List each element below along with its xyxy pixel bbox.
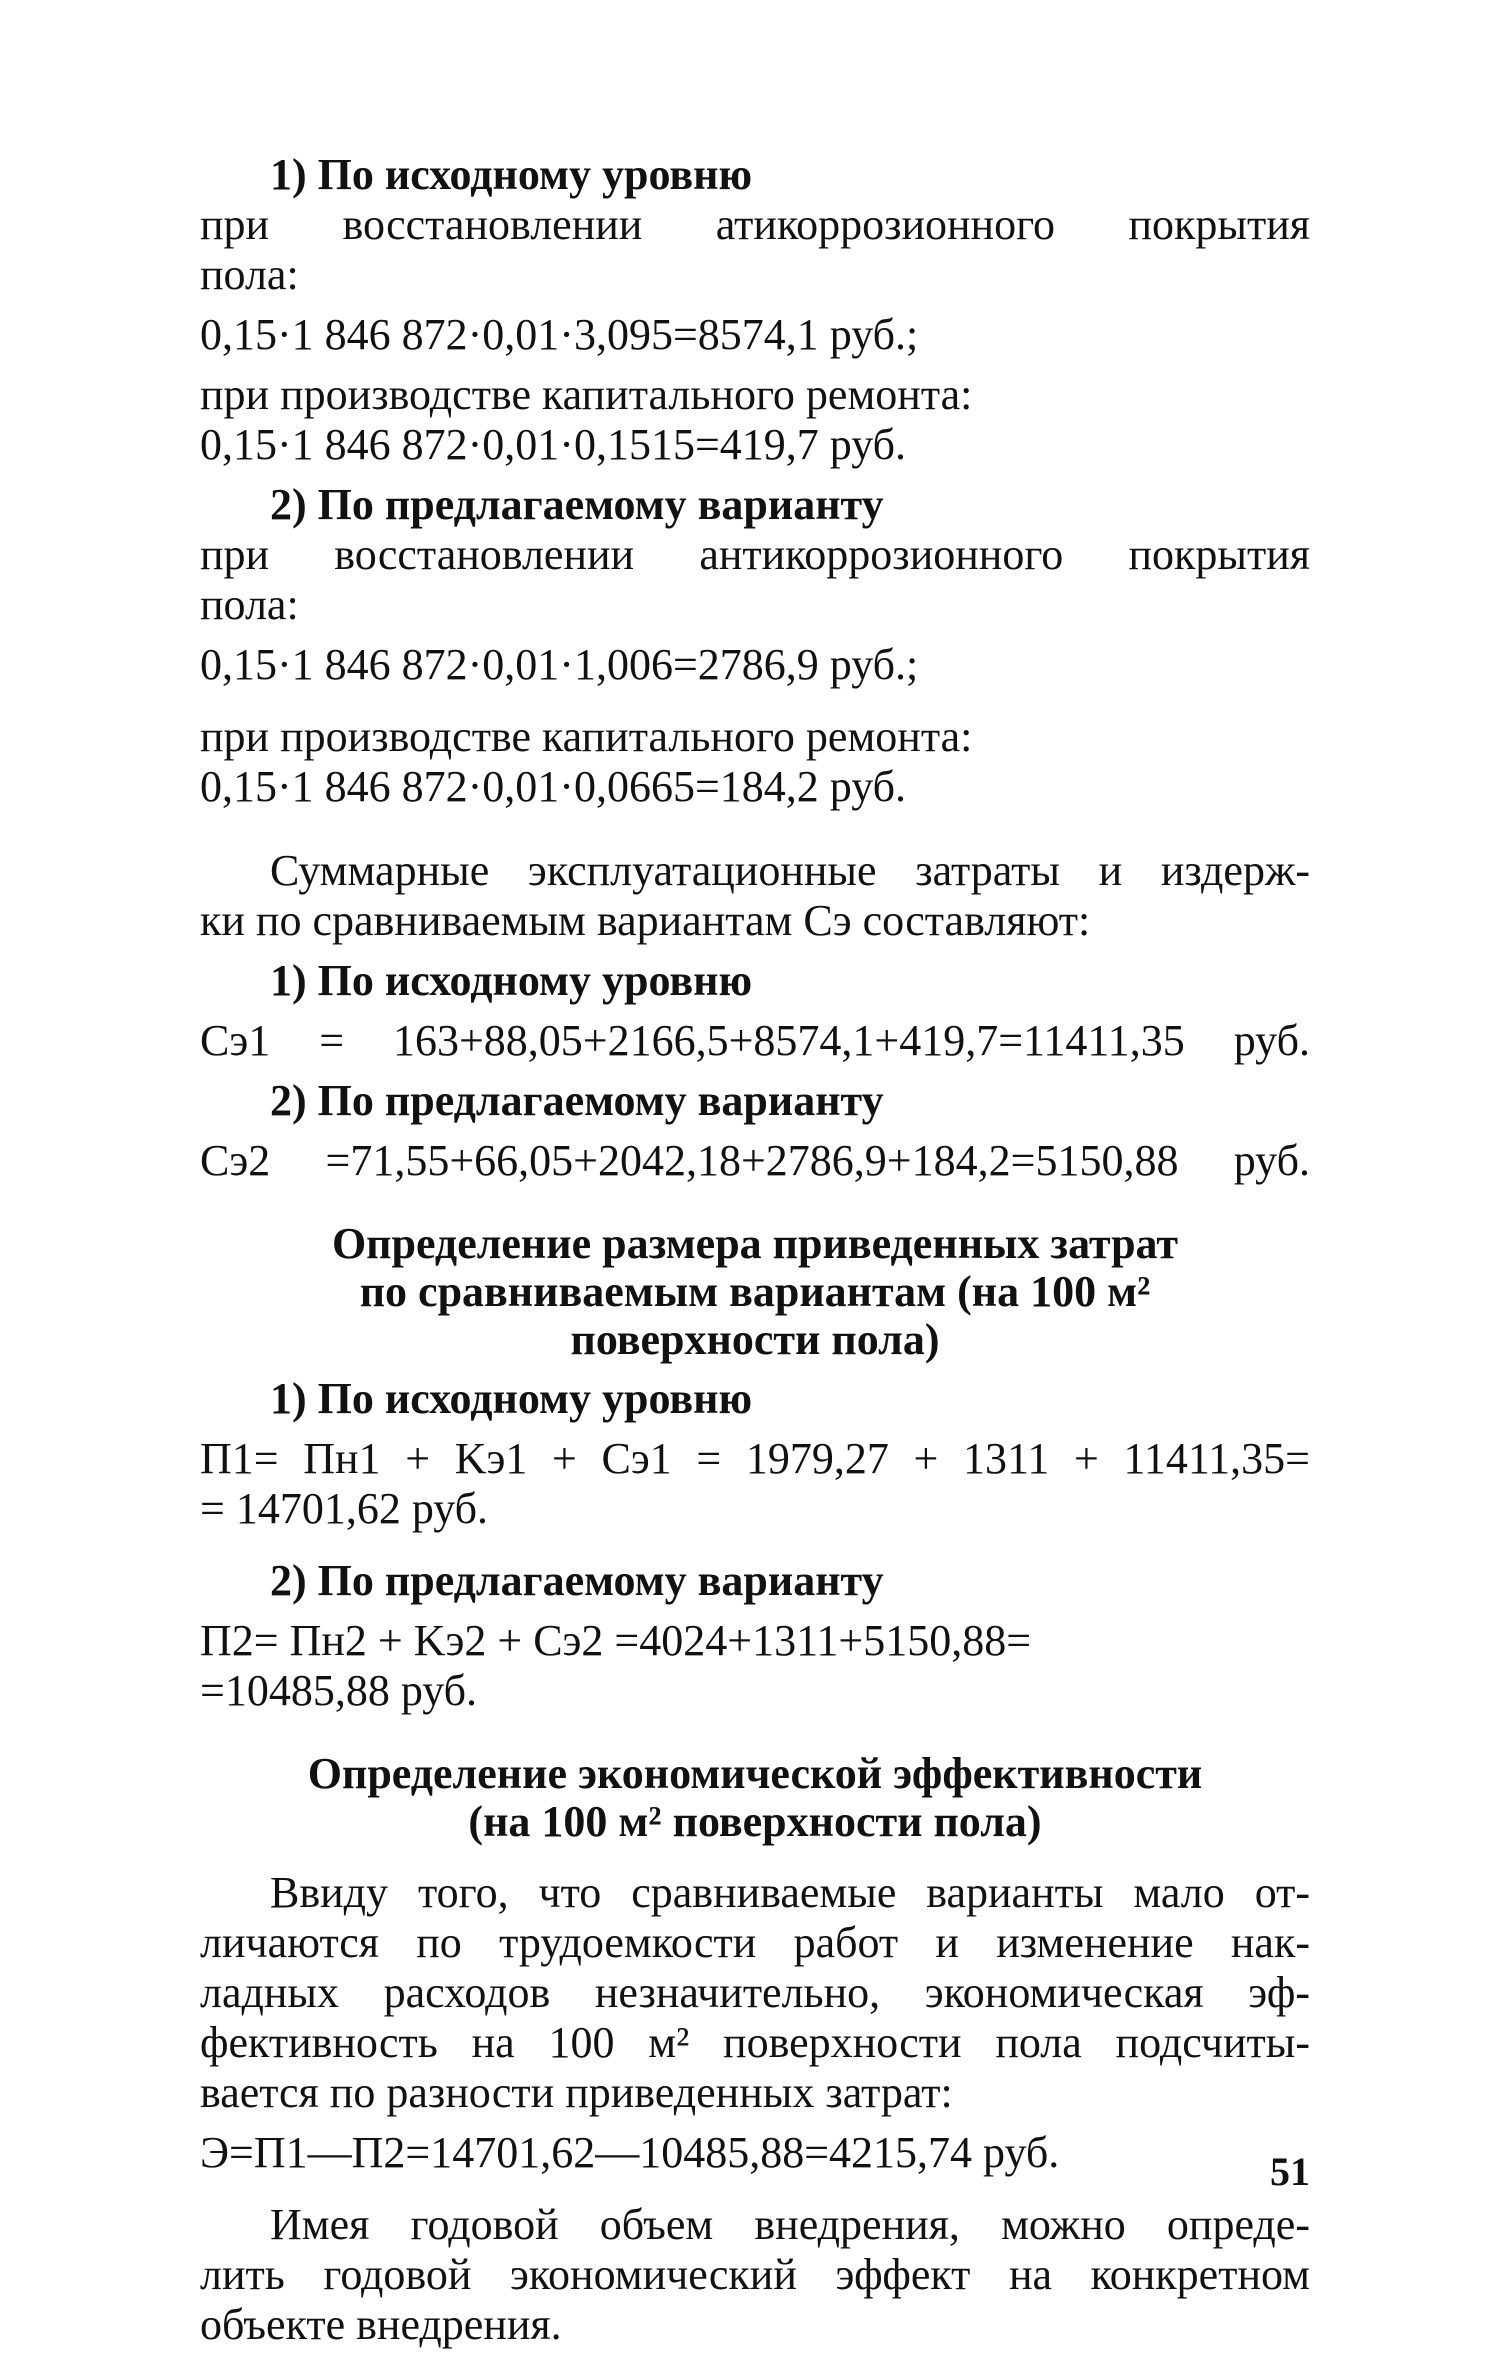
heading-line: Определение экономической эффективности <box>307 1749 1203 1798</box>
heading-line: по сравниваемым вариантам (на 100 м² <box>359 1267 1151 1316</box>
formula-line: П1= Пн1 + Kэ1 + Cэ1 = 1979,27 + 1311 + 11411,35= <box>200 1434 1310 1483</box>
subheading: 2) По предлагаемому варианту <box>270 480 884 529</box>
subheading: 1) По исходному уровню <box>270 150 753 199</box>
formula-line: 0,15·1 846 872·0,01·0,1515=419,7 руб. <box>200 420 906 469</box>
text-line: пола: <box>200 580 299 629</box>
paragraph-line: Ввиду того, что сравниваемые варианты мало от- <box>270 1868 1310 1917</box>
paragraph-line: ки по сравниваемым вариантам Cэ составляют: <box>200 896 1091 945</box>
text-line: при восстановлении антикоррозионного покрытия <box>200 530 1310 579</box>
formula-line: 0,15·1 846 872·0,01·3,095=8574,1 руб.; <box>200 310 919 359</box>
text-line: при производстве капитального ремонта: <box>200 712 973 761</box>
text-line: при восстановлении атикоррозионного покрытия <box>200 200 1310 249</box>
paragraph-line: фективность на 100 м² поверхности пола подсчиты- <box>200 2018 1310 2067</box>
formula-line: = 14701,62 руб. <box>200 1484 489 1533</box>
formula-line: Cэ1 = 163+88,05+2166,5+8574,1+419,7=11411,35 руб. <box>200 1016 1310 1065</box>
subheading: 1) По исходному уровню <box>270 1374 753 1423</box>
formula-line: Cэ2 =71,55+66,05+2042,18+2786,9+184,2=5150,88 руб. <box>200 1136 1310 1185</box>
paragraph-line: ладных расходов незначительно, экономическая эф- <box>200 1968 1310 2017</box>
heading-line: поверхности пола) <box>570 1315 940 1364</box>
heading-line: Определение размера приведенных затрат <box>331 1219 1179 1268</box>
formula-line: 0,15·1 846 872·0,01·0,0665=184,2 руб. <box>200 762 906 811</box>
paragraph-line: Имея годовой объем внедрения, можно опреде- <box>270 2200 1310 2249</box>
paragraph-line: объекте внедрения. <box>200 2300 562 2349</box>
formula-line: =10485,88 руб. <box>200 1666 478 1715</box>
page-body <box>200 150 1310 2350</box>
subheading: 2) По предлагаемому варианту <box>270 1556 884 1605</box>
text-line: при производстве капитального ремонта: <box>200 370 973 419</box>
subheading: 1) По исходному уровню <box>270 956 753 1005</box>
formula-line: 0,15·1 846 872·0,01·1,006=2786,9 руб.; <box>200 640 919 689</box>
formula-line: П2= Пн2 + Kэ2 + Cэ2 =4024+1311+5150,88= <box>200 1616 1032 1665</box>
section-heading <box>200 1750 1310 1846</box>
page-number: 51 <box>1270 2149 1310 2194</box>
section-heading <box>200 1220 1310 1364</box>
text-line: пола: <box>200 250 299 299</box>
paragraph-line: лить годовой экономический эффект на конкретном <box>200 2250 1310 2299</box>
paragraph-line: Суммарные эксплуатационные затраты и издерж- <box>270 846 1310 895</box>
paragraph-line: личаются по трудоемкости работ и изменение нак- <box>200 1918 1310 1967</box>
heading-line: (на 100 м² поверхности пола) <box>468 1797 1042 1846</box>
formula-line: Э=П1—П2=14701,62—10485,88=4215,74 руб. <box>200 2128 1060 2177</box>
paragraph-line: вается по разности приведенных затрат: <box>200 2068 953 2117</box>
subheading: 2) По предлагаемому варианту <box>270 1076 884 1125</box>
